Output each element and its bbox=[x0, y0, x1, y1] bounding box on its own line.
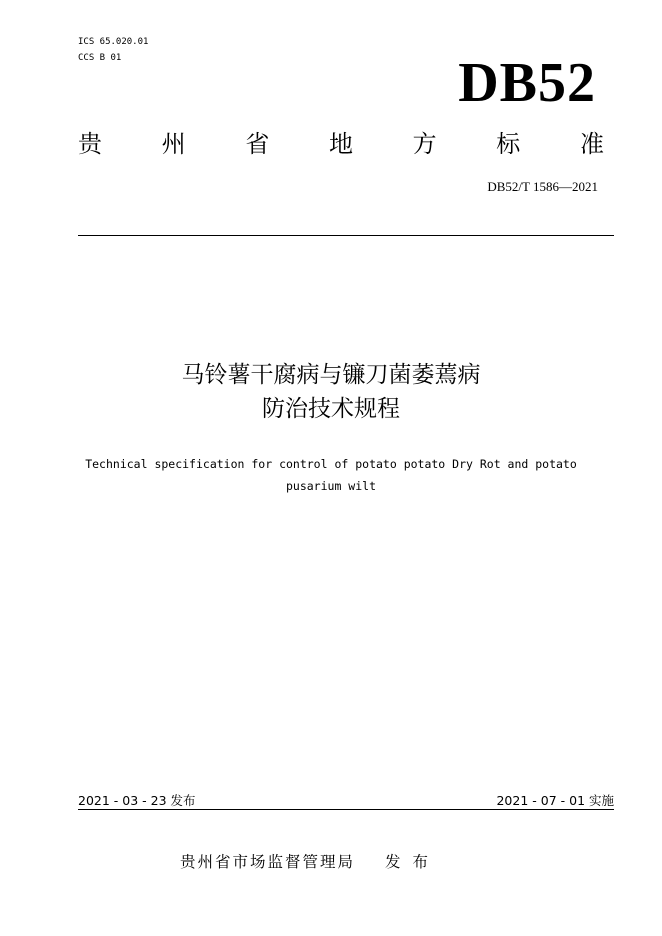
implementation-date: 2021 - 07 - 01 实施 bbox=[496, 793, 614, 808]
ics-code: ICS 65.020.01 bbox=[78, 37, 149, 47]
chinese-title-line-2: 防治技术规程 bbox=[262, 396, 400, 422]
header-divider bbox=[78, 235, 614, 236]
standard-type-char: 州 bbox=[161, 130, 186, 158]
chinese-title-line-1: 马铃薯干腐病与镰刀菌萎蔫病 bbox=[181, 362, 481, 388]
standard-number: DB52/T 1586—2021 bbox=[487, 179, 598, 194]
ccs-code: CCS B 01 bbox=[78, 53, 122, 63]
issue-date: 2021 - 03 - 23 发布 bbox=[78, 793, 196, 808]
standard-type-char: 贵 bbox=[78, 130, 102, 158]
english-title-line-2: pusarium wilt bbox=[285, 479, 376, 493]
standard-type bbox=[78, 126, 604, 162]
publish-action: 发布 bbox=[385, 853, 441, 871]
publisher-name: 贵州省市场监督管理局 bbox=[180, 853, 356, 871]
chinese-title bbox=[0, 358, 662, 426]
standard-type-char: 省 bbox=[245, 130, 270, 158]
publisher-line bbox=[180, 850, 440, 874]
standard-type-char: 方 bbox=[412, 130, 437, 158]
standard-type-char: 标 bbox=[496, 130, 521, 158]
standard-type-char: 准 bbox=[579, 130, 604, 158]
english-title-line-1: Technical specification for control of potato potato Dry Rot and potato bbox=[85, 457, 577, 471]
footer-divider bbox=[78, 809, 614, 810]
standard-logo: DB52 bbox=[458, 52, 596, 114]
classification-codes bbox=[78, 34, 148, 66]
english-title bbox=[0, 453, 662, 497]
standard-type-char: 地 bbox=[328, 130, 353, 158]
date-row bbox=[78, 791, 614, 811]
